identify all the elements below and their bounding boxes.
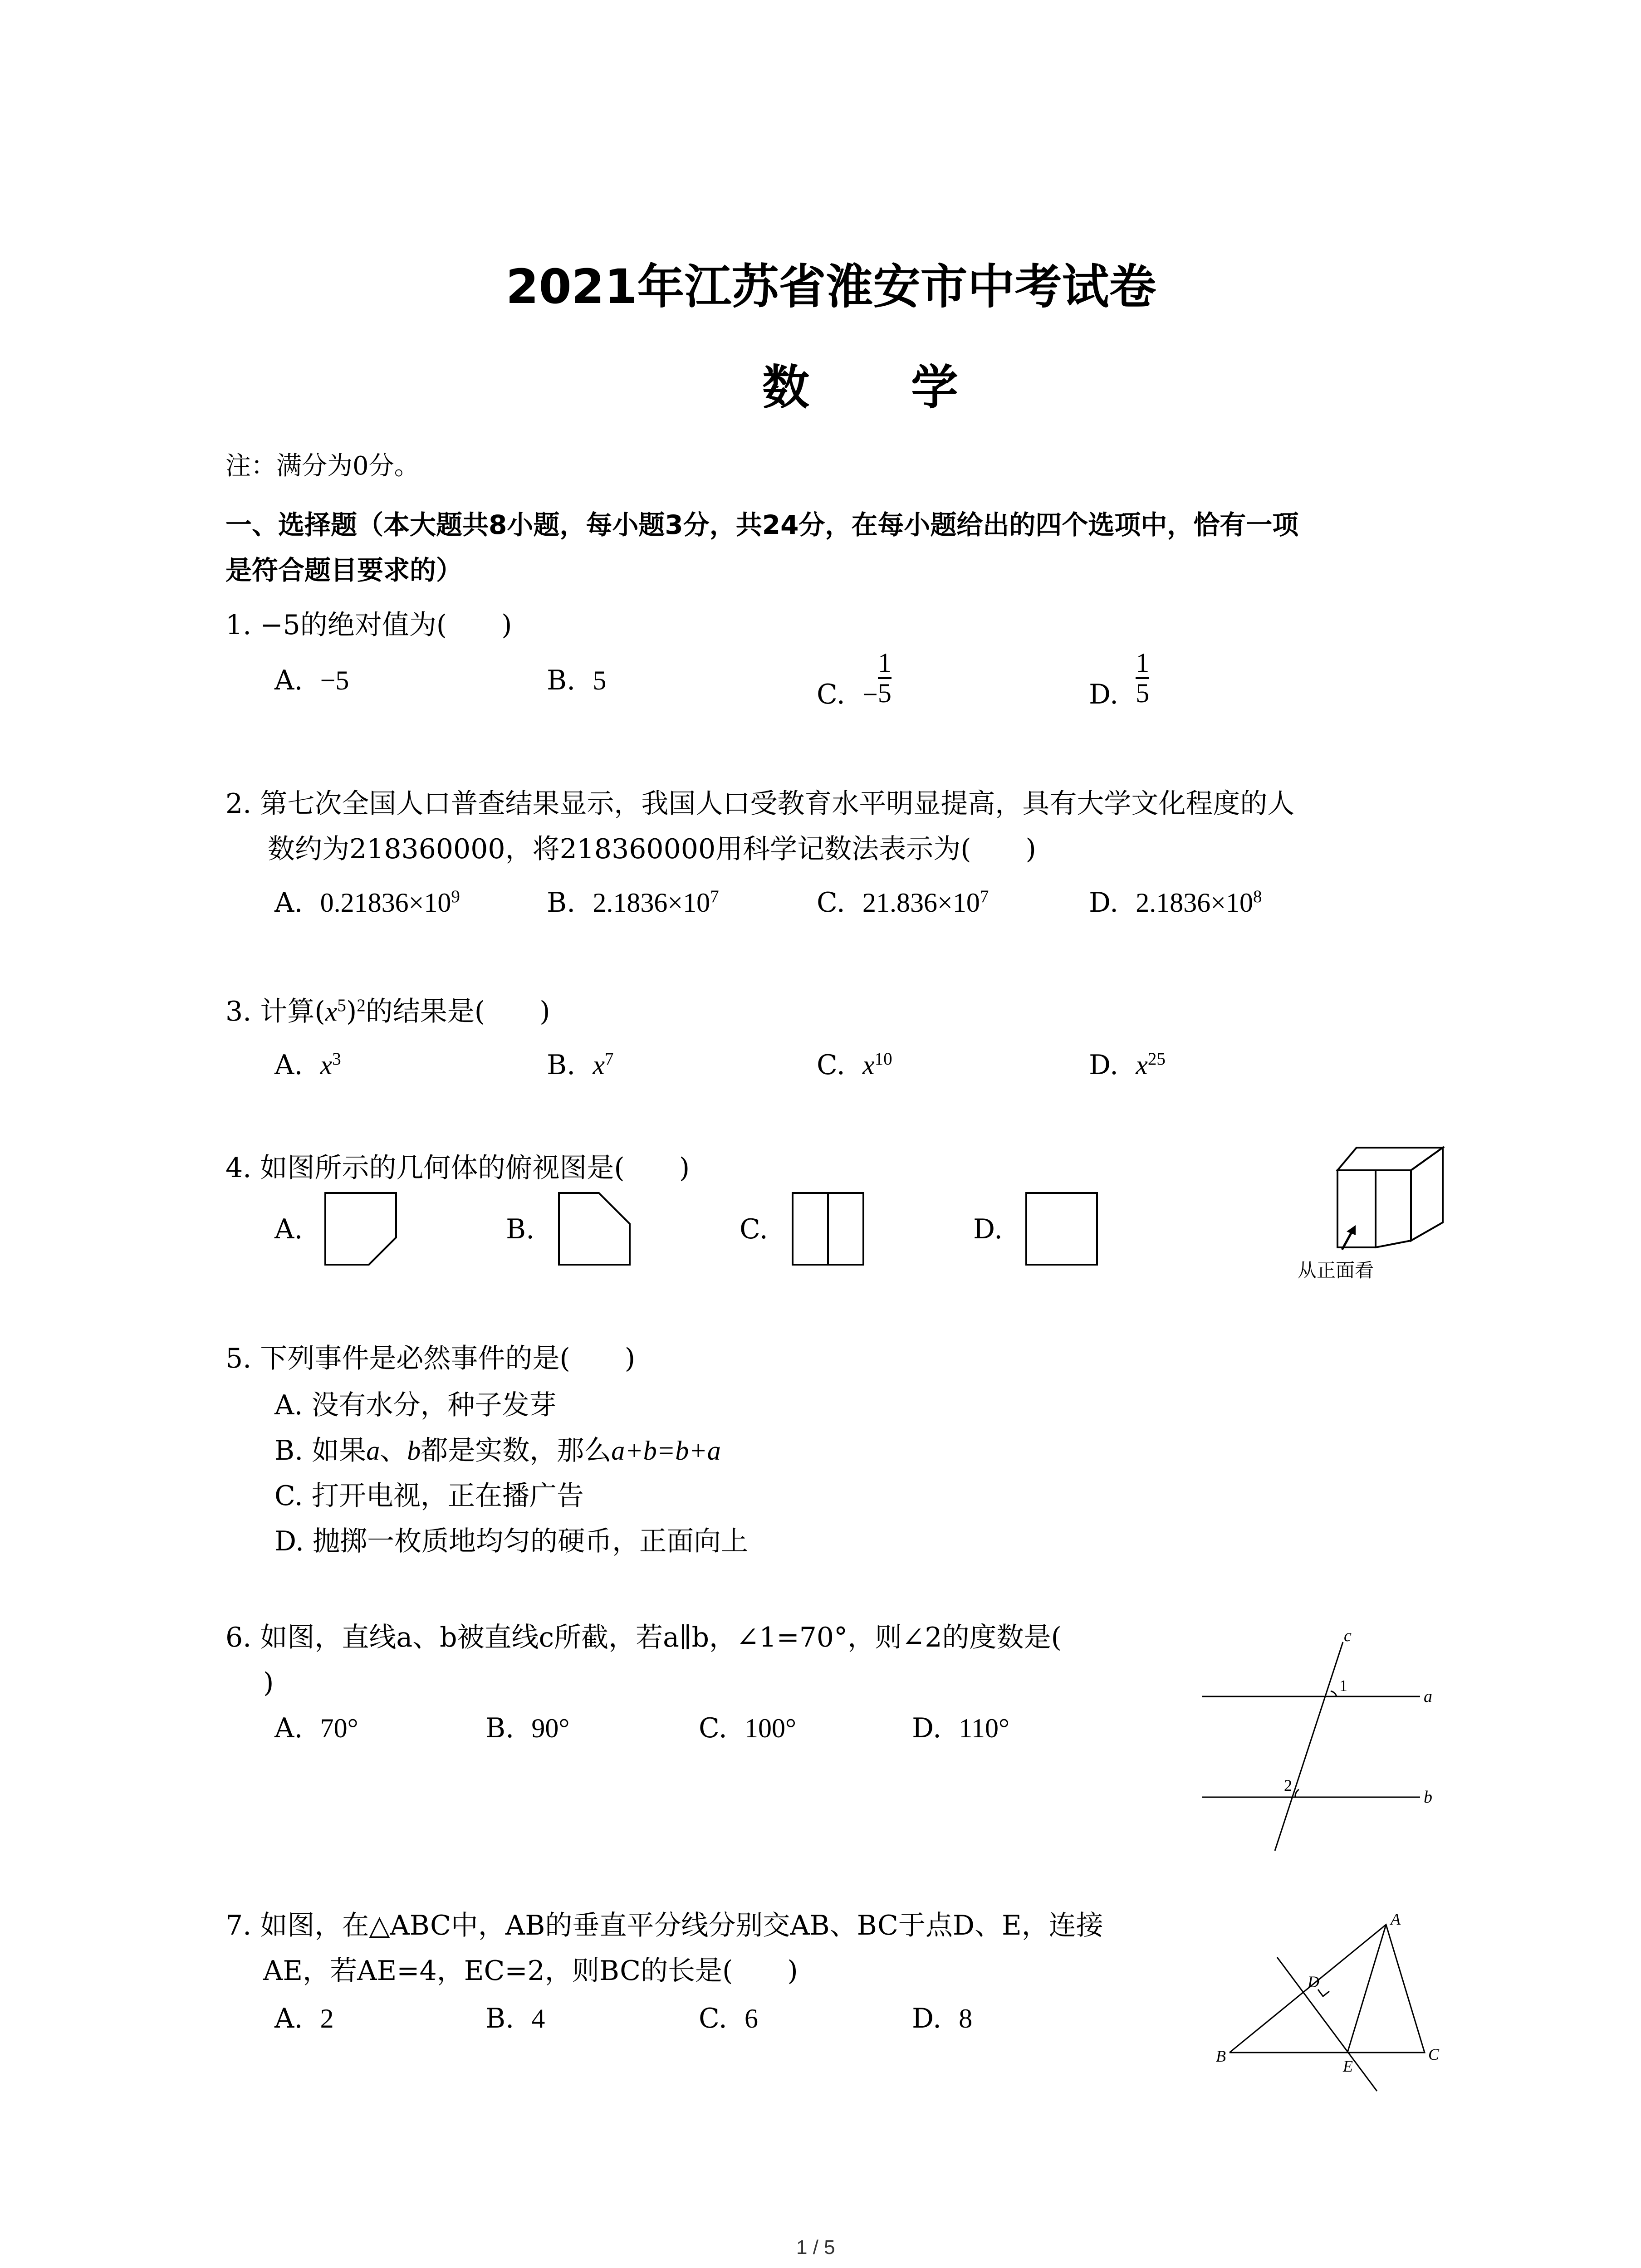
page-number: 1 / 5: [796, 2236, 835, 2258]
q3-b-var: x: [593, 1050, 605, 1080]
q5-b-expr: a+b=b+a: [611, 1436, 721, 1466]
q6-option-c: [699, 1712, 796, 1744]
q3-c-label: C.: [817, 1049, 845, 1081]
q5-option-a: A. 没有水分，种子发芽: [274, 1389, 557, 1421]
q5-b-var-a: a: [366, 1436, 380, 1466]
q1-c-fraction: [878, 649, 892, 708]
q5-stem: 5. 下列事件是必然事件的是( ): [225, 1343, 636, 1374]
q2-a-exp: 9: [451, 886, 460, 906]
q6-option-d: [912, 1712, 1009, 1744]
q5-b-pre: B. 如果: [274, 1435, 367, 1466]
q2-a-label: A.: [274, 887, 303, 919]
q7-fig-label-D: D: [1308, 1973, 1319, 1991]
q7-d-label: D.: [912, 2003, 942, 2034]
q7-fig-label-A: A: [1391, 1910, 1401, 1928]
q3-stem-var: x: [325, 997, 338, 1026]
q6-d-value: 110°: [959, 1713, 1009, 1743]
q3-option-a: [274, 1051, 341, 1079]
q1-d-numerator: 1: [1136, 648, 1150, 678]
q1-stem: 1. −5的绝对值为( ): [225, 609, 512, 641]
q6-fig-angle-2: 2: [1284, 1776, 1292, 1794]
q4-solid-figure: [1329, 1141, 1447, 1250]
q4-option-d-figure: [1025, 1192, 1098, 1266]
q3-d-label: D.: [1089, 1049, 1119, 1081]
q3-c-var: x: [862, 1050, 875, 1080]
q5-b-var-b: b: [407, 1436, 421, 1466]
q1-d-denominator: 5: [1136, 678, 1150, 708]
q2-option-a: [274, 886, 460, 919]
q6-c-value: 100°: [745, 1713, 796, 1743]
q1-c-label: C.: [817, 678, 845, 710]
note-text: 注：满分为0分。: [225, 451, 420, 481]
q7-stem-line1: 7. 如图，在△ABC中，AB的垂直平分线分别交AB、BC于点D、E，连接: [225, 1910, 1103, 1941]
q1-c-denominator: 5: [877, 678, 892, 708]
q2-option-b: [547, 886, 719, 919]
q2-c-label: C.: [817, 887, 845, 919]
q5-option-b: [274, 1437, 721, 1464]
q6-stem-line2: ): [263, 1667, 274, 1699]
q3-b-exp: 7: [604, 1049, 614, 1069]
q1-a-value: −5: [320, 665, 349, 695]
q4-d-label: D.: [973, 1213, 1003, 1245]
q3-stem: [225, 995, 550, 1027]
q4-option-b-figure: [558, 1192, 631, 1266]
q6-a-label: A.: [274, 1712, 303, 1744]
q5-b-mid: 都是实数，那么: [421, 1435, 612, 1466]
q1-option-c: [817, 649, 892, 708]
q4-a-label: A.: [274, 1213, 303, 1245]
q7-option-b: [485, 2005, 545, 2032]
section-heading-line1: 一、选择题（本大题共8小题，每小题3分，共24分，在每小题给出的四个选项中，恰有一项: [225, 509, 1299, 540]
q6-fig-label-c: c: [1344, 1626, 1352, 1645]
q6-stem-line1: 6. 如图，直线a、b被直线c所截，若a∥b，∠1=70°，则∠2的度数是(: [225, 1622, 1062, 1653]
line-c: [1275, 1642, 1343, 1851]
subject-title: 数 学: [762, 360, 986, 415]
q6-d-label: D.: [912, 1712, 942, 1744]
q1-option-b: [547, 667, 606, 694]
q3-c-exp: 10: [874, 1049, 892, 1069]
q3-a-var: x: [320, 1050, 333, 1080]
q7-a-label: A.: [274, 2003, 303, 2034]
q7-a-value: 2: [320, 2004, 334, 2033]
q1-c-numerator: 1: [877, 648, 892, 678]
q4-stem: 4. 如图所示的几何体的俯视图是( ): [225, 1152, 690, 1184]
q2-c-exp: 7: [980, 886, 989, 906]
q1-a-label: A.: [274, 665, 303, 696]
q2-a-base: 0.21836×10: [320, 888, 451, 918]
q2-c-base: 21.836×10: [862, 888, 980, 918]
q6-fig-label-b: b: [1424, 1788, 1432, 1807]
q1-b-value: 5: [593, 665, 607, 695]
q7-option-c: [699, 2005, 758, 2032]
q6-b-label: B.: [485, 1712, 514, 1744]
q4-figure-caption: 从正面看: [1298, 1259, 1374, 1281]
q5-option-d: D. 抛掷一枚质地均匀的硬币，正面向上: [274, 1525, 749, 1557]
q1-c-sign: −: [862, 679, 878, 709]
q7-fig-label-C: C: [1428, 2045, 1440, 2063]
q3-a-label: A.: [274, 1049, 303, 1081]
q1-d-label: D.: [1089, 678, 1119, 710]
q7-triangle-figure: [1207, 1907, 1461, 2098]
q5-option-c: C. 打开电视，正在播广告: [274, 1480, 584, 1512]
q2-d-exp: 8: [1253, 886, 1262, 906]
q3-stem-pre: 3. 计算(: [225, 996, 325, 1027]
q1-option-d: [1089, 649, 1149, 708]
q6-option-b: [485, 1712, 570, 1744]
q3-d-exp: 25: [1147, 1049, 1166, 1069]
q7-c-label: C.: [699, 2003, 727, 2034]
q3-option-d: [1089, 1051, 1166, 1079]
q2-d-label: D.: [1089, 887, 1119, 919]
q6-option-a: [274, 1712, 358, 1744]
q2-option-c: [817, 886, 989, 919]
q4-option-a-figure: [324, 1192, 397, 1266]
q2-stem-line2: 数约为218360000，将218360000用科学记数法表示为( ): [268, 833, 1036, 865]
q7-b-label: B.: [485, 2003, 514, 2034]
q4-b-label: B.: [506, 1213, 535, 1245]
q2-d-base: 2.1836×10: [1136, 888, 1254, 918]
q4-c-label: C.: [740, 1213, 768, 1245]
q7-option-d: [912, 2005, 972, 2032]
q3-stem-mid: ): [346, 996, 357, 1027]
q7-fig-label-B: B: [1216, 2047, 1226, 2065]
q1-d-fraction: [1136, 649, 1149, 708]
q7-c-value: 6: [745, 2004, 758, 2033]
q2-option-d: [1089, 886, 1262, 919]
q4-option-c-figure: [792, 1192, 864, 1266]
q3-d-var: x: [1136, 1050, 1148, 1080]
q7-stem-line2: AE，若AE=4，EC=2，则BC的长是( ): [263, 1955, 798, 1987]
q6-fig-angle-1: 1: [1339, 1677, 1347, 1695]
q5-b-sep: 、: [380, 1435, 407, 1466]
q3-a-exp: 3: [332, 1049, 341, 1069]
q2-b-exp: 7: [710, 886, 719, 906]
q7-fig-label-E: E: [1343, 2057, 1353, 2075]
q6-b-value: 90°: [531, 1713, 570, 1743]
q3-option-b: [547, 1051, 613, 1079]
section-heading-line2: 是符合题目要求的）: [225, 555, 463, 586]
q2-stem-line1: 2. 第七次全国人口普查结果显示，我国人口受教育水平明显提高，具有大学文化程度的人: [225, 788, 1295, 820]
q2-b-label: B.: [547, 887, 576, 919]
q3-b-label: B.: [547, 1049, 576, 1081]
q1-option-a: [274, 667, 349, 694]
q7-b-value: 4: [531, 2004, 545, 2033]
q6-fig-label-a: a: [1424, 1687, 1432, 1706]
q2-b-base: 2.1836×10: [593, 888, 710, 918]
q3-option-c: [817, 1051, 892, 1079]
q3-stem-post: 的结果是( ): [365, 996, 550, 1027]
q7-d-value: 8: [959, 2004, 973, 2033]
q6-a-value: 70°: [320, 1713, 358, 1743]
q3-stem-exp1: 5: [337, 995, 346, 1015]
q7-option-a: [274, 2005, 334, 2032]
q3-stem-exp2: 2: [357, 995, 366, 1015]
exam-title: 2021年江苏省淮安市中考试卷: [506, 259, 1156, 314]
q6-parallel-lines-figure: [1202, 1628, 1456, 1855]
q1-b-label: B.: [547, 665, 576, 696]
q6-c-label: C.: [699, 1712, 727, 1744]
